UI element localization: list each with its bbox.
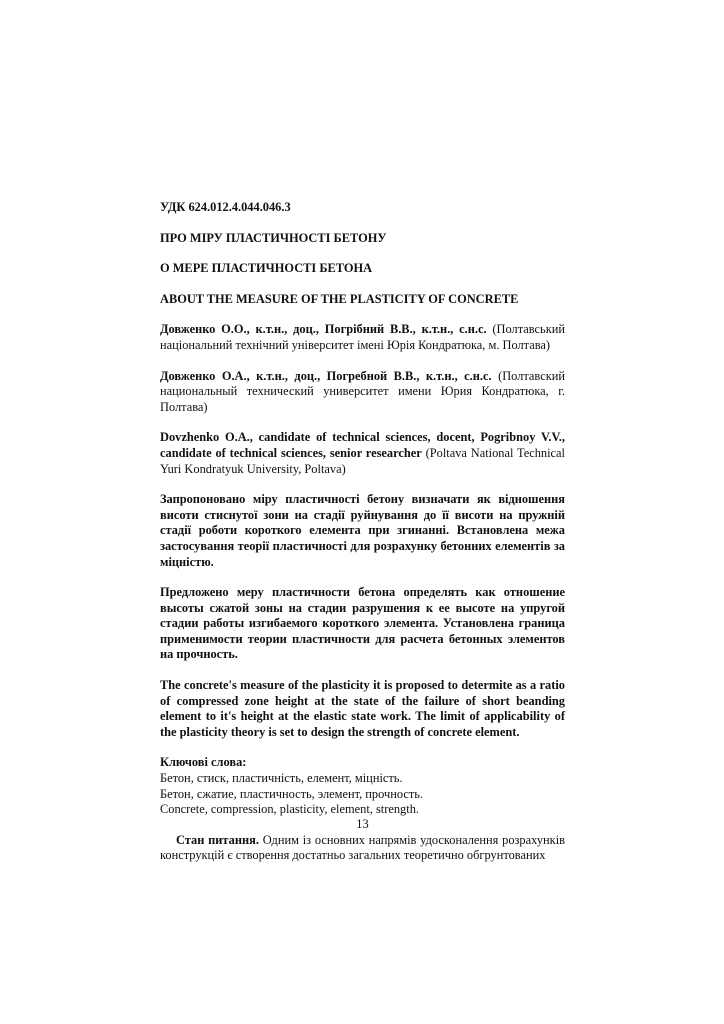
keywords-ukrainian: Бетон, стиск, пластичність, елемент, міцність. [160, 771, 403, 786]
author-names: Довженко О.О., к.т.н., доц., Погрібний В.В., к.т.н., с.н.с. [160, 322, 487, 337]
title-ukrainian: ПРО МІРУ ПЛАСТИЧНОСТІ БЕТОНУ [160, 230, 387, 245]
abstract-russian: Предложено меру пластичности бетона определять как отношение высоты сжатой зоны на стадии разрушения к ее высоте на упругой стадии работы изгибаемого короткого элемента. Установлена граница применимости теории пластичности для расчета бетонных элементов на прочность. [160, 585, 565, 662]
author-affiliation: (Полтавський національний технічний університет імені Юрія Кондратюка, м. Полтава) [160, 322, 565, 352]
title-russian: О МЕРЕ ПЛАСТИЧНОСТІ БЕТОНА [160, 261, 373, 276]
author-affiliation: (Poltava National Technical Yuri Kondratyuk University, Poltava) [160, 445, 566, 476]
author-names: Довженко О.А., к.т.н., доц., Погребной В.В., к.т.н., с.н.с. [160, 368, 492, 383]
authors-russian [160, 369, 565, 416]
abstract-english: The concrete's measure of the plasticity it is proposed to determite as a ratio of compressed zone height at the state of the failure of short beanding element to it's height at the elastic state work. The limit of applicability of the plasticity theory is set to design the strength of concrete element. [160, 678, 565, 739]
title-english: ABOUT THE MEASURE OF THE PLASTICITY OF CONCRETE [160, 291, 519, 306]
author-names: Dovzhenko O.A., candidate of technical sciences, docent, Pogribnoy V.V., candidate of technical sciences, senior researcher [160, 430, 565, 460]
page-number: 13 [356, 817, 369, 831]
author-affiliation: (Полтавский национальный технический университет имени Юрия Кондратюка, г. Полтава) [160, 368, 565, 414]
keywords-russian: Бетон, сжатие, пластичность, элемент, прочность. [160, 786, 424, 801]
keywords-section [160, 755, 565, 817]
udk-code: УДК 624.012.4.044.046.3 [160, 200, 291, 214]
paper-page [160, 200, 565, 864]
keywords-title: Ключові слова: [160, 755, 247, 770]
keywords-english: Concrete, compression, plasticity, element, strength. [160, 802, 419, 817]
authors-ukrainian [160, 322, 565, 353]
intro-lead: Стан питання. [176, 832, 259, 847]
authors-english [160, 430, 565, 477]
intro-text: Одним із основних напрямів удосконалення розрахунків конструкцій є створення достатньо загальних теоретично обгрунтованих [160, 832, 565, 863]
intro-paragraph [160, 833, 565, 864]
abstract-ukrainian: Запропоновано міру пластичності бетону визначати як відношення висоти стиснутої зони на стадії руйнування до її висоти на пружній стадії роботи короткого елемента при згинанні. Встановлена межа застосування теорії пластичності для розрахунку бетонних елементів за міцністю. [160, 492, 565, 569]
